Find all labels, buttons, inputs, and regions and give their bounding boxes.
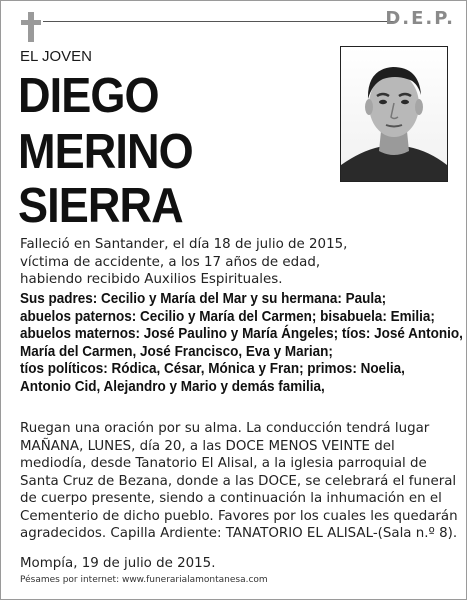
funeral-notice-line: de cuerpo presente, siendo a continuación la inhumación en el — [20, 491, 442, 506]
death-notice — [20, 236, 347, 289]
relatives-line: Sus padres: Cecilio y María del Mar y su hermana: Paula; — [20, 290, 387, 307]
death-notice-line: Falleció en Santander, el día 18 de julio de 2015, — [20, 237, 348, 252]
funeral-notice-line: Ruegan una oración por su alma. La conducción tendrá lugar — [20, 421, 430, 436]
relatives-line: Antonio Cid, Alejandro y Mario y demás familia, — [20, 377, 325, 395]
death-notice-line: habiendo recibido Auxilios Espirituales. — [20, 272, 283, 287]
funeral-notice-line: Santa Cruz de Bezana, donde a las DOCE, se celebrará el funeral — [20, 473, 457, 489]
funeral-notice-line: MAÑANA, LUNES, día 20, a las DOCE MENOS VEINTE del — [20, 438, 395, 454]
person-name-first: DIEGO — [18, 69, 159, 123]
relatives-line: abuelos maternos: José Paulino y María Ángeles; tíos: José Antonio, — [20, 325, 463, 342]
header-rule — [43, 21, 395, 22]
portrait-photo — [340, 46, 448, 182]
relatives-list — [20, 290, 463, 395]
dep-label: D.E.P. — [385, 8, 455, 29]
person-name-surname-1: MERINO — [18, 125, 193, 179]
relatives-line: tíos políticos: Ródica, César, Mónica y Fran; primos: Noelia, — [20, 360, 405, 377]
relatives-line: María del Carmen, José Francisco, Eva y Marian; — [20, 342, 333, 360]
funeral-notice-line: mediodía, desde Tanatorio El Alisal, a la iglesia parroquial de — [20, 456, 427, 471]
person-prefix: EL JOVEN — [20, 48, 92, 65]
funeral-notice-line: agradecidos. Capilla Ardiente: TANATORIO EL ALISAL-(Sala n.º 8). — [20, 526, 458, 541]
person-name-surname-2: SIERRA — [18, 179, 183, 233]
condolences-footer: Pésames por internet: www.funerarialamontanesa.com — [20, 575, 268, 585]
death-notice-line: víctima de accidente, a los 17 años de edad, — [20, 254, 321, 270]
place-date: Mompía, 19 de julio de 2015. — [20, 556, 216, 571]
relatives-line: abuelos paternos: Cecilio y María del Carmen; bisabuela: Emilia; — [20, 307, 435, 325]
funeral-notice-line: Cementerio de dicho pueblo. Favores por los cuales les quedarán — [20, 508, 458, 524]
funeral-notice — [20, 420, 458, 543]
cross-icon — [21, 12, 41, 42]
